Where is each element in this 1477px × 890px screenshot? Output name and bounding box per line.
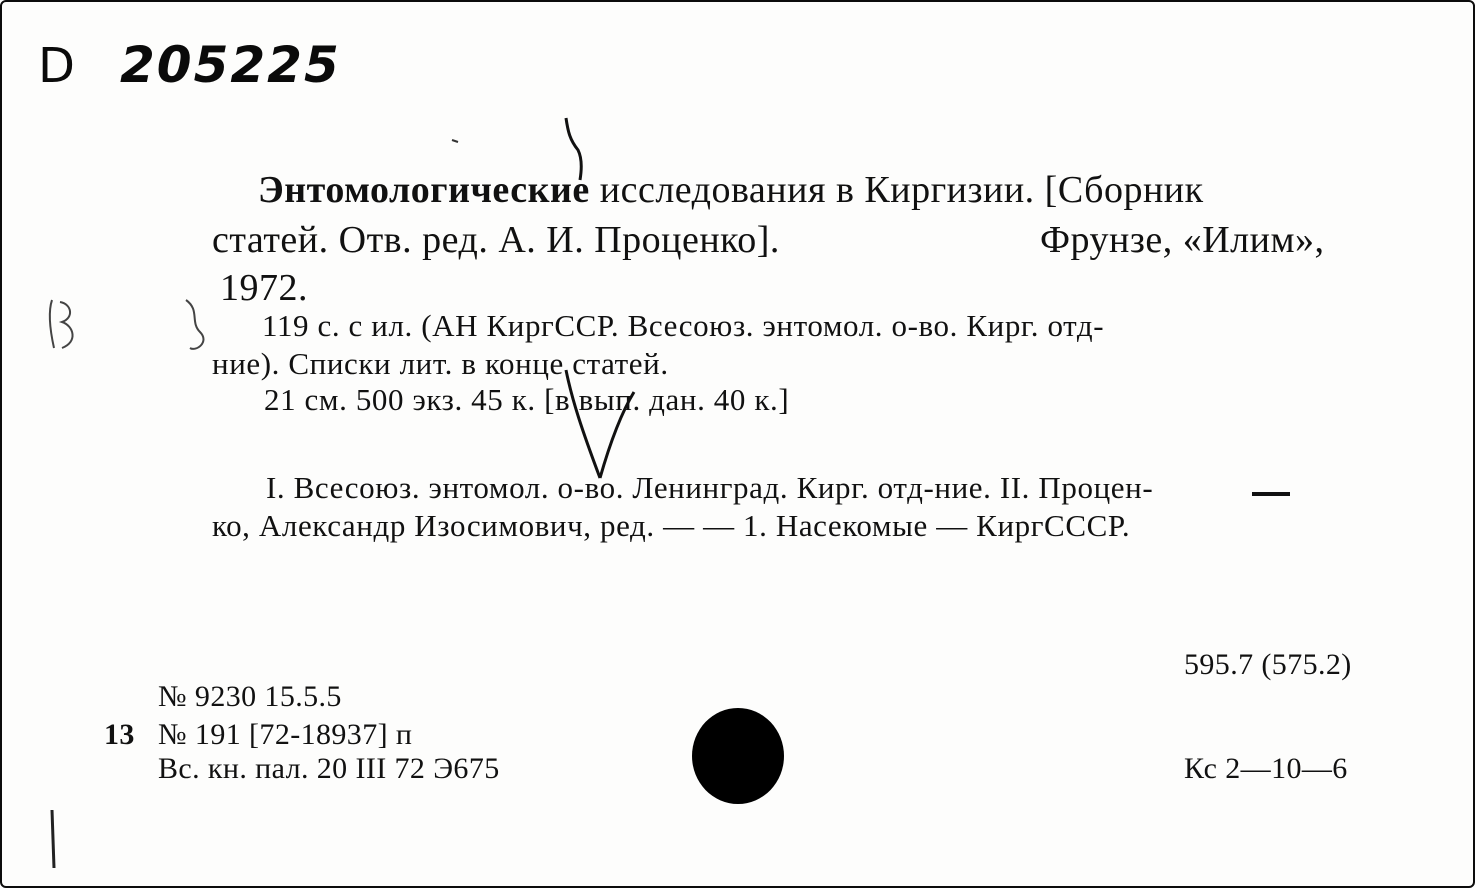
- entry-format: 21 см. 500 экз. 45 к. [в вып. дан. 40 к.]: [264, 382, 790, 417]
- entry-year: 1972.: [220, 267, 308, 309]
- udc-number: 595.7 (575.2): [1184, 648, 1352, 681]
- entry-title-rest: исследования в Киргизии. [Сборник: [589, 169, 1204, 211]
- tracings-line2: ко, Александр Изосимович, ред. — — 1. Насекомые — КиргСССР.: [212, 508, 1131, 543]
- classification-code: Кс 2—10—6: [1184, 752, 1348, 785]
- entry-line2-right: Фрунзе, «Илим»,: [1040, 219, 1325, 261]
- imprint-line2: № 191 [72-18937] п: [158, 718, 413, 751]
- entry-series-cont: ние). Списки лит. в конце статей.: [212, 346, 669, 381]
- tracings-line1: I. Всесоюз. энтомол. о-во. Ленинград. Кирг. отд-ние. II. Процен-: [266, 470, 1154, 505]
- imprint-line1: № 9230 15.5.5: [158, 680, 342, 713]
- imprint-line3: Вс. кн. пал. 20 III 72 Э675: [158, 752, 500, 785]
- entry-line2-left: статей. Отв. ред. А. И. Проценко].: [212, 219, 780, 261]
- entry-pages: 119 с. с ил. (АН КиргССР. Всесоюз. энтомол. о-во. Кирг. отд-: [262, 308, 1105, 343]
- call-number-letter: D: [38, 38, 75, 94]
- entry-title-bold: Энтомологические: [258, 169, 590, 211]
- imprint-line2-prefix: 13: [104, 718, 135, 751]
- call-number: 205225: [120, 36, 341, 94]
